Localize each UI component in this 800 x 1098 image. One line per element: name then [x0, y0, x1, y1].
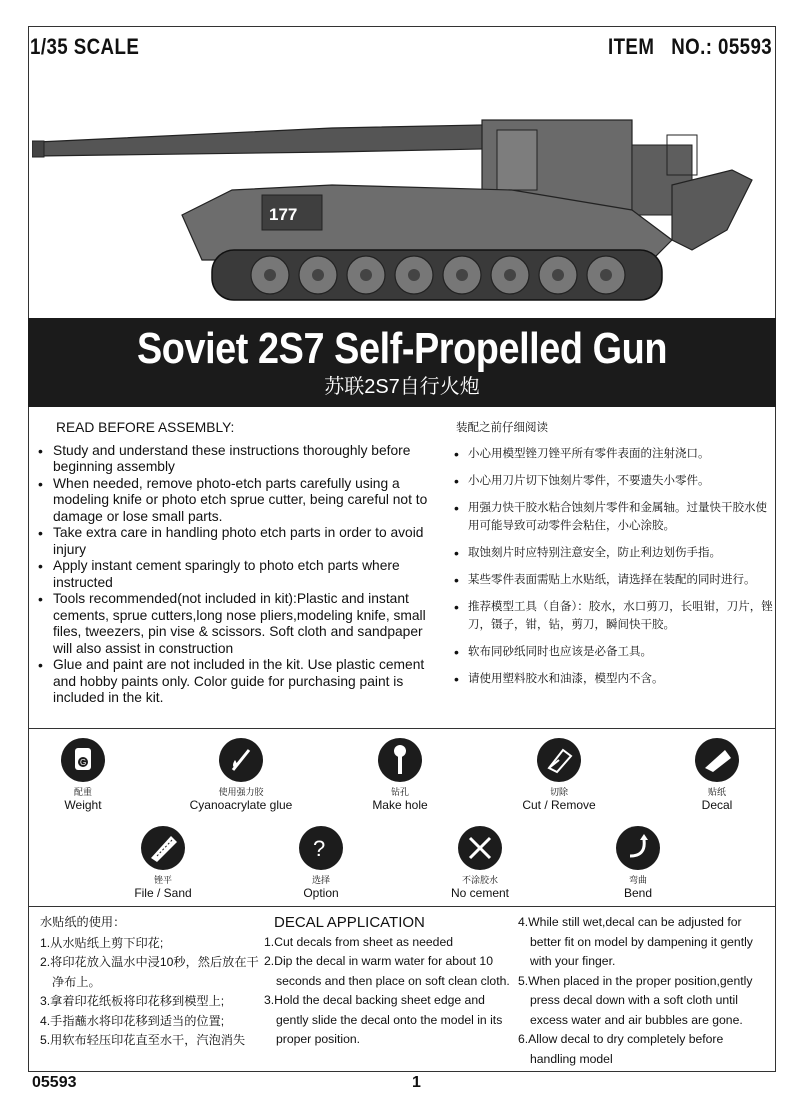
legend-glue: 使用强力胶 Cyanoacrylate glue	[166, 738, 316, 812]
legend-cut: 切除 Cut / Remove	[484, 738, 634, 812]
list-item: 5.When placed in the proper position,gently press decal down with a soft cloth until excess water and air bubbles are gone.	[518, 973, 753, 1027]
decal-icon	[695, 738, 739, 782]
list-item: 3.拿着印花纸板将印花移到模型上;	[40, 994, 225, 1008]
drill-icon	[378, 738, 422, 782]
list-item: • When needed, remove photo-etch parts carefully using a modeling knife or photo etch sprue cutter, being careful not to damage or lose small parts.	[36, 476, 436, 526]
list-item: • Take extra care in handling photo etch parts in order to avoid injury	[36, 525, 436, 558]
list-item: • 软布同砂纸同时也应该是必备工具。	[456, 643, 776, 661]
list-item: 4.手指蘸水将印花移到适当的位置;	[40, 1013, 225, 1028]
svg-text:?: ?	[313, 836, 326, 861]
list-item: • Tools recommended(not included in kit):Plastic and instant cements, sprue cutters,long nose pliers,modeling knife, small files, tweezers, pin vise & scissors. Soft cloth and sandpaper will also assist in construction	[36, 591, 436, 657]
list-item: • 请使用塑料胶水和油漆，模型内不含。	[456, 670, 776, 688]
divider	[28, 728, 776, 729]
list-item: • 小心用刀片切下蚀刻片零件，不要遗失小零件。	[456, 472, 776, 490]
decal-title: DECAL APPLICATION	[274, 914, 425, 931]
title-banner	[28, 318, 776, 407]
list-item: 6.Allow decal to dry completely before handling model	[518, 1032, 724, 1066]
glue-icon	[219, 738, 263, 782]
divider	[28, 906, 776, 907]
no-cement-icon	[458, 826, 502, 870]
cut-icon	[537, 738, 581, 782]
legend-bend: 弯曲 Bend	[563, 826, 713, 900]
hull-number: 177	[269, 205, 298, 224]
legend-weight: G 配重 Weight	[8, 738, 158, 812]
list-item: 2.将印花放入温水中浸10秒，然后放在干净布上。	[40, 955, 259, 989]
list-item: 2.Dip the decal in warm water for about 10 seconds and then place on soft clean cloth.	[264, 954, 510, 988]
list-item: 1.Cut decals from sheet as needed	[264, 934, 454, 949]
legend-drill: 钻孔 Make hole	[325, 738, 475, 812]
model-title: Soviet 2S7 Self-Propelled Gun	[136, 324, 668, 373]
legend-option: ? 选择 Option	[246, 826, 396, 900]
item-number: ITEM NO.: 05593	[607, 34, 772, 59]
list-item: • Glue and paint are not included in the kit. Use plastic cement and hobby paints only. Color guide for purchasing paint is included in the kit.	[36, 657, 436, 707]
bend-icon	[616, 826, 660, 870]
legend-no-cement: 不涂胶水 No cement	[405, 826, 555, 900]
decal-application-cn	[40, 913, 260, 1051]
list-item: 4.While still wet,decal can be adjusted for better fit on model by dampening it gently with your finger.	[518, 915, 753, 968]
scale-label: 1/35 SCALE	[30, 34, 140, 59]
list-item: • 某些零件表面需贴上水贴纸，请选择在装配的同时进行。	[456, 571, 776, 589]
read-before-cn	[456, 420, 776, 697]
page-number: 1	[412, 1074, 421, 1091]
list-item: 3.Hold the decal backing sheet edge and gently slide the decal onto the model in its proper position.	[264, 993, 503, 1046]
list-item: • 推荐模型工具（自备）：胶水，水口剪刀，长咀钳，刀片，锉刀，镊子，钳，钻，剪刀，瞬间快干胶。	[456, 598, 776, 634]
list-item: 1.从水贴纸上剪下印花;	[40, 935, 164, 950]
legend-decal: 贴纸 Decal	[642, 738, 792, 812]
tank-illustration	[32, 90, 772, 320]
decal-application-en-cont	[518, 913, 772, 1069]
list-item: 5.用软布轻压印花直至水干，汽泡消失	[40, 1033, 246, 1047]
list-item: • Study and understand these instructions thoroughly before beginning assembly	[36, 443, 436, 476]
model-title-cn: 苏联2S7自行火炮	[324, 376, 480, 398]
list-item: • 取蚀刻片时应特别注意安全，防止利边划伤手指。	[456, 544, 776, 562]
weight-icon	[61, 738, 105, 782]
option-icon	[299, 826, 343, 870]
decal-title-cn: 水贴纸的使用：	[40, 915, 126, 929]
read-before-title: READ BEFORE ASSEMBLY:	[56, 420, 235, 435]
list-item: • Apply instant cement sparingly to photo etch parts where instructed	[36, 558, 436, 591]
file-icon	[141, 826, 185, 870]
list-item: • 小心用模型锉刀锉平所有零件表面的注射浇口。	[456, 445, 776, 463]
footer-item-number: 05593	[32, 1074, 77, 1091]
read-before-title-cn: 装配之前仔细阅读	[456, 422, 548, 434]
legend-file: 锉平 File / Sand	[88, 826, 238, 900]
read-before-en	[36, 420, 436, 707]
svg-text:G: G	[80, 758, 87, 767]
decal-application-en	[264, 913, 520, 1050]
list-item: • 用强力快干胶水粘合蚀刻片零件和金属轴。过量快干胶水使用可能导致可动零件会粘住，小心涂胶。	[456, 499, 776, 535]
